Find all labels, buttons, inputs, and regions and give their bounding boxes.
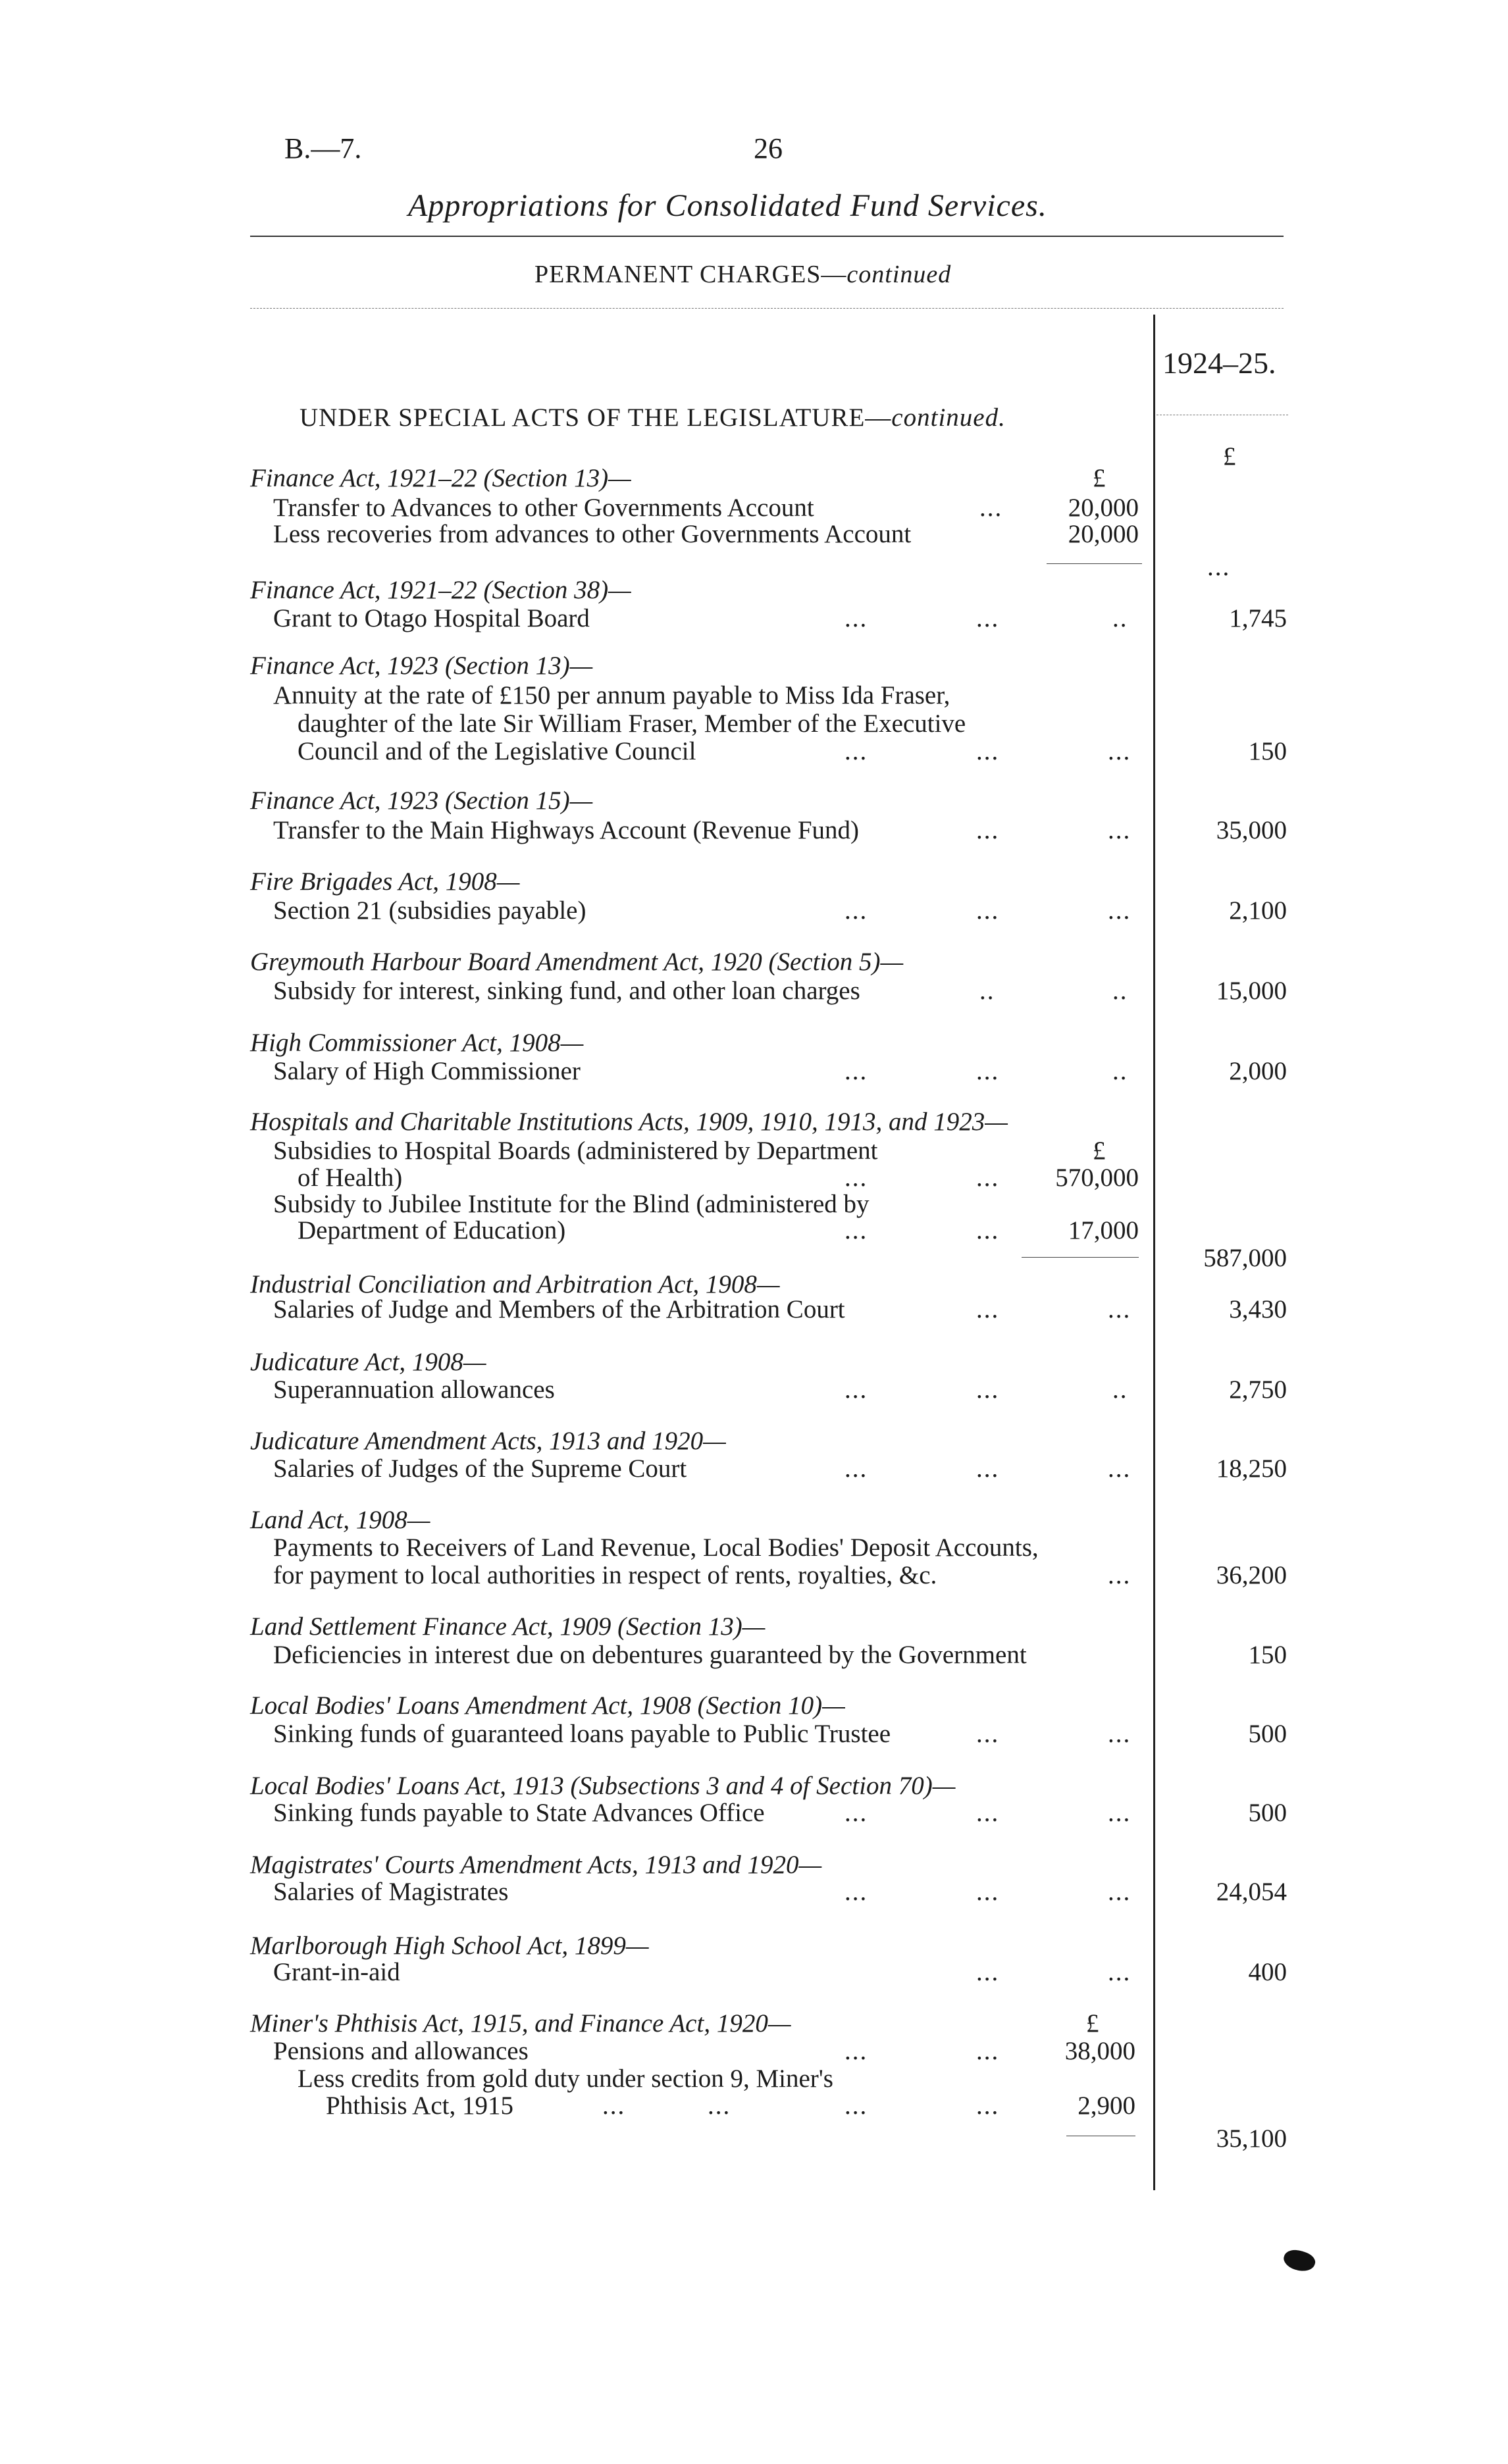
dot-leader: ... [845, 604, 868, 632]
entry-act: Finance Act, 1923 (Section 15)— [250, 786, 593, 815]
entry-act: Local Bodies' Loans Amendment Act, 1908 (Section 10)— [250, 1691, 845, 1720]
entry-act: Land Settlement Finance Act, 1909 (Section 13)— [250, 1612, 766, 1641]
dot-leader: ... [1108, 1561, 1131, 1589]
entry-line: Less recoveries from advances to other Governments Account [273, 520, 912, 548]
entry-amount: 2,100 [1229, 896, 1287, 925]
dot-leader: .. [1112, 1375, 1128, 1404]
entry-amount: 500 [1248, 1799, 1287, 1827]
entry-amount: 2,000 [1229, 1057, 1287, 1085]
entry-line: for payment to local authorities in respect of rents, royalties, &c. [273, 1561, 937, 1589]
entry-amount: 150 [1248, 1641, 1287, 1669]
dot-leader: ... [976, 896, 1000, 925]
dot-leader: ... [845, 2092, 868, 2120]
entry-amount: 36,200 [1216, 1561, 1287, 1589]
dot-leader: .. [1112, 1057, 1128, 1085]
dot-leader: ... [1108, 896, 1131, 925]
dot-leader: ... [976, 1295, 1000, 1323]
entry-amount: ... [1207, 553, 1231, 581]
entry-line: Sinking funds of guaranteed loans payable to Public Trustee [273, 1720, 891, 1748]
entry-line: Less credits from gold duty under section 9, Miner's [298, 2065, 833, 2093]
dot-leader: ... [845, 737, 868, 765]
amount-column-divider [1153, 315, 1155, 2190]
page-title: Appropriations for Consolidated Fund Services. [408, 188, 1047, 223]
dot-leader: .. [1112, 604, 1128, 632]
entry-act: Miner's Phthisis Act, 1915, and Finance Act, 1920— [250, 2009, 791, 2038]
dot-leader: ... [976, 1454, 1000, 1483]
dot-leader: .. [979, 977, 995, 1005]
entry-amount: 2,750 [1229, 1375, 1287, 1404]
entry-amount: 18,250 [1216, 1454, 1287, 1483]
dot-leader: ... [845, 1454, 868, 1483]
entry-act: Finance Act, 1923 (Section 13)— [250, 652, 593, 680]
subtitle-main: PERMANENT CHARGES— [534, 261, 847, 288]
column-year: 1924–25. [1162, 346, 1276, 380]
entry-line: Grant to Otago Hospital Board [273, 604, 590, 632]
dot-leader: ... [845, 1799, 868, 1827]
entry-line: Superannuation allowances [273, 1375, 555, 1404]
entry-amount: 1,745 [1229, 604, 1287, 632]
entry-line: Grant-in-aid [273, 1958, 400, 1986]
entry-act: Finance Act, 1921–22 (Section 13)— [250, 464, 631, 492]
sub-amount: 38,000 [1064, 2037, 1135, 2065]
entry-line: Department of Education) [298, 1216, 566, 1245]
dot-leader: ... [1108, 1958, 1131, 1986]
sub-currency: £ [1086, 2009, 1099, 2038]
entry-act: Judicature Act, 1908— [250, 1348, 486, 1376]
dot-leader: ... [976, 1375, 1000, 1404]
entry-act: High Commissioner Act, 1908— [250, 1029, 584, 1057]
entry-amount: 500 [1248, 1720, 1287, 1748]
entry-amount: 24,054 [1216, 1878, 1287, 1906]
entry-act: Local Bodies' Loans Act, 1913 (Subsections 3 and 4 of Section 70)— [250, 1772, 956, 1800]
dot-leader: ... [845, 1878, 868, 1906]
entry-act: Magistrates' Courts Amendment Acts, 1913 and 1920— [250, 1851, 822, 1879]
subtitle [534, 260, 951, 289]
entry-act: Marlborough High School Act, 1899— [250, 1932, 649, 1960]
dot-leader: ... [979, 494, 1003, 522]
dot-leader: ... [976, 1216, 1000, 1245]
dot-leader: ... [845, 1057, 868, 1085]
dot-leader: ... [845, 2037, 868, 2065]
entry-line: Annuity at the rate of £150 per annum payable to Miss Ida Fraser, [273, 681, 950, 709]
dot-leader: ... [976, 1720, 1000, 1748]
ink-mark [1282, 2246, 1318, 2274]
entry-line: daughter of the late Sir William Fraser, Member of the Executive [298, 709, 966, 738]
entry-act: Greymouth Harbour Board Amendment Act, 1920 (Section 5)— [250, 948, 904, 976]
entry-line: of Health) [298, 1164, 403, 1192]
entry-act: Judicature Amendment Acts, 1913 and 1920— [250, 1427, 726, 1455]
dot-leader: ... [976, 604, 1000, 632]
dot-leader: .. [1112, 977, 1128, 1005]
entry-line: Salaries of Magistrates [273, 1878, 509, 1906]
sub-total-rule [1022, 1257, 1139, 1258]
dot-leader: ... [1108, 1454, 1131, 1483]
dot-leader: ... [1108, 1720, 1131, 1748]
dot-leader: ... [976, 816, 1000, 844]
dot-leader: ... [976, 1958, 1000, 1986]
sub-amount: 570,000 [1055, 1164, 1139, 1192]
dot-leader: ... [976, 2092, 1000, 2120]
entry-line: Salaries of Judge and Members of the Arbitration Court [273, 1295, 845, 1323]
sub-amount: 20,000 [1068, 494, 1139, 522]
dot-leader: ... [845, 1164, 868, 1192]
entry-line: Council and of the Legislative Council [298, 737, 696, 765]
entry-line: Sinking funds payable to State Advances Office [273, 1799, 765, 1827]
entry-amount: 400 [1248, 1958, 1287, 1986]
title-rule [250, 236, 1284, 237]
entry-line: Phthisis Act, 1915 [326, 2092, 513, 2120]
dot-leader: ... [976, 1799, 1000, 1827]
entry-line: Subsidy for interest, sinking fund, and other loan charges [273, 977, 860, 1005]
entry-act: Hospitals and Charitable Institutions Acts, 1909, 1910, 1913, and 1923— [250, 1108, 1008, 1136]
dot-leader: ... [976, 2037, 1000, 2065]
dot-leader: ... [845, 896, 868, 925]
report-code: B.—7. [284, 132, 362, 165]
entry-line: Pensions and allowances [273, 2037, 529, 2065]
dot-leader: ... [1108, 737, 1131, 765]
entry-line: Deficiencies in interest due on debentures guaranteed by the Government [273, 1641, 1027, 1669]
dot-leader: ... [1108, 1295, 1131, 1323]
dot-leader: ... [845, 1375, 868, 1404]
entry-amount: 587,000 [1203, 1244, 1287, 1272]
dot-leader: ... [1108, 1799, 1131, 1827]
sub-currency: £ [1093, 1137, 1106, 1165]
dot-leader: ... [976, 1164, 1000, 1192]
section-heading-main: UNDER SPECIAL ACTS OF THE LEGISLATURE— [299, 403, 892, 432]
dot-leader: ... [976, 737, 1000, 765]
entry-amount: 3,430 [1229, 1295, 1287, 1323]
sub-currency: £ [1093, 464, 1106, 492]
entry-amount: 35,000 [1216, 816, 1287, 844]
entry-line: Subsidy to Jubilee Institute for the Blind (administered by [273, 1190, 870, 1218]
entry-act: Fire Brigades Act, 1908— [250, 867, 520, 896]
entry-line: Transfer to the Main Highways Account (Revenue Fund) [273, 816, 859, 844]
entry-line: Transfer to Advances to other Governments Account [273, 494, 814, 522]
entry-amount: 150 [1248, 737, 1287, 765]
sub-total-rule [1047, 563, 1142, 564]
entry-act: Land Act, 1908— [250, 1506, 430, 1534]
entry-line: Subsidies to Hospital Boards (administered by Department [273, 1137, 878, 1165]
subtitle-cont: continued [846, 261, 952, 288]
column-currency: £ [1223, 442, 1236, 471]
entry-line: Salaries of Judges of the Supreme Court [273, 1454, 687, 1483]
dot-leader: ... [1108, 816, 1131, 844]
entry-line: Salary of High Commissioner [273, 1057, 581, 1085]
section-heading [299, 403, 1006, 432]
subtitle-rule [250, 308, 1284, 309]
sub-amount: 20,000 [1068, 520, 1139, 548]
dot-leader: ... [1108, 1878, 1131, 1906]
section-heading-cont: continued. [891, 403, 1006, 432]
entry-amount: 35,100 [1216, 2124, 1287, 2153]
dot-leader: ... [976, 1878, 1000, 1906]
entry-act: Finance Act, 1921–22 (Section 38)— [250, 576, 631, 604]
entry-line: Payments to Receivers of Land Revenue, Local Bodies' Deposit Accounts, [273, 1533, 1039, 1562]
dot-leader: ... [845, 1216, 868, 1245]
dot-leader: ... [976, 1057, 1000, 1085]
dot-leader: ... [602, 2092, 626, 2120]
entry-line: Section 21 (subsidies payable) [273, 896, 586, 925]
entry-amount: 15,000 [1216, 977, 1287, 1005]
entry-act: Industrial Conciliation and Arbitration Act, 1908— [250, 1270, 780, 1298]
sub-amount: 17,000 [1068, 1216, 1139, 1245]
sub-amount: 2,900 [1078, 2092, 1135, 2120]
dot-leader: ... [708, 2092, 731, 2120]
page-number: 26 [754, 132, 783, 165]
